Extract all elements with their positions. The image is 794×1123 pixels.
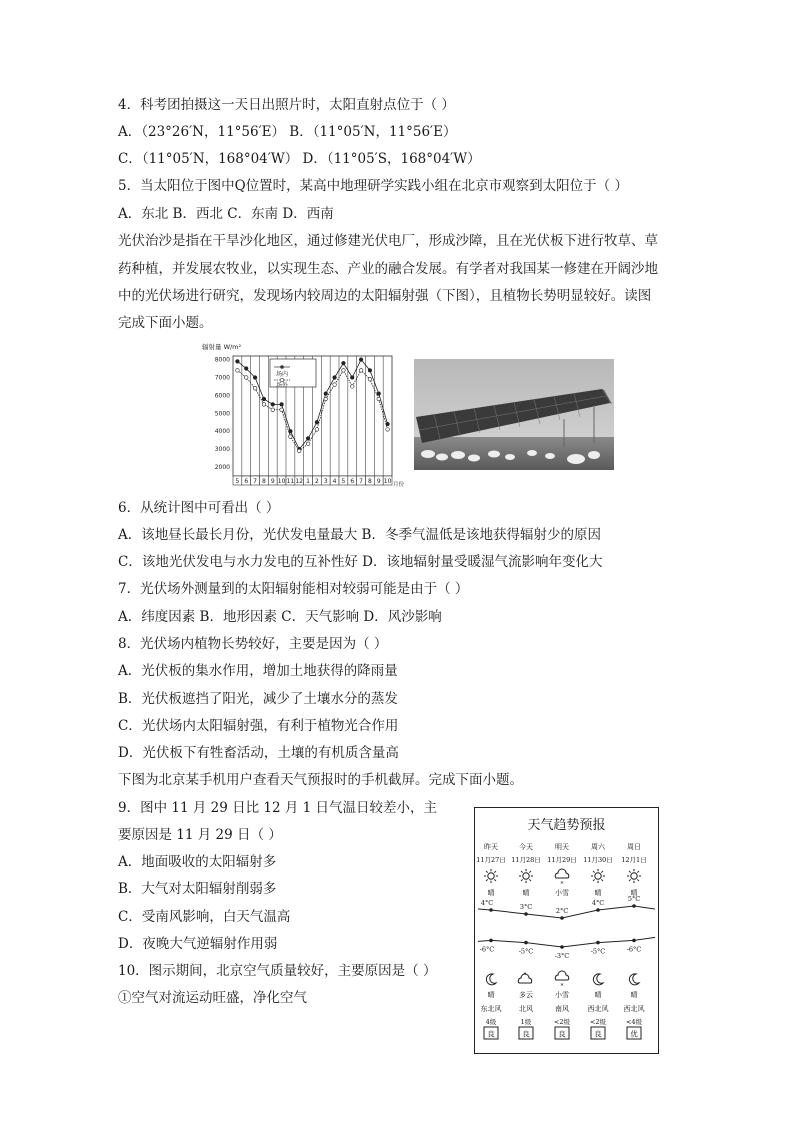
weather-forecast-screenshot (474, 807, 659, 1054)
intro1-line1: 光伏治沙是指在干旱沙化地区，通过修建光伏电厂，形成沙障，且在光伏板下进行牧草、草 (118, 233, 658, 249)
x-tick-label: 12 (295, 478, 304, 485)
x-tick-label: 9 (270, 478, 275, 485)
x-tick-label: 7 (253, 478, 257, 485)
day-label: 昨天 (484, 843, 498, 851)
data-point-outside (333, 383, 337, 387)
y-tick-label: 2000 (214, 464, 230, 472)
wind-direction: 北风 (519, 1005, 533, 1013)
data-point-outside (271, 408, 275, 412)
data-point-inside (324, 392, 328, 396)
q7-options: A．纬度因素 B．地形因素 C．天气影响 D．风沙影响 (118, 609, 442, 625)
wind-level: <2级 (589, 1018, 607, 1026)
night-weather: 晴 (630, 991, 638, 999)
wind-direction: 西北风 (587, 1005, 609, 1013)
wind-direction: 南风 (555, 1005, 569, 1013)
x-tick-label: 7 (359, 478, 363, 485)
night-weather: 小雪 (555, 991, 569, 999)
q8-option-a: A．光伏板的集水作用，增加土地获得的降雨量 (118, 663, 398, 679)
q9-option-c: C．受南风影响，白天气温高 (118, 909, 291, 925)
q8-option-d: D．光伏板下有牲畜活动，土壤的有机质含量高 (118, 745, 399, 761)
aqi-value: 良 (487, 1029, 495, 1039)
q9-option-d: D．夜晚大气逆辐射作用弱 (118, 936, 278, 952)
intro1-line4: 完成下面小题。 (118, 315, 213, 331)
x-tick-label: 4 (332, 478, 337, 485)
day-label: 今天 (519, 843, 533, 851)
x-tick-label: 11 (286, 478, 295, 485)
q8-option-b: B．光伏板遮挡了阳光，减少了土壤水分的蒸发 (118, 691, 398, 707)
data-point-outside (377, 397, 381, 401)
low-temp: -6°C (479, 945, 495, 954)
low-temp: -5°C (590, 947, 606, 956)
x-tick-label: 6 (244, 478, 249, 485)
day-date: 11月29日 (547, 856, 577, 864)
day-label: 周六 (591, 843, 605, 851)
data-point-inside (333, 376, 337, 380)
x-tick-label: 6 (350, 478, 355, 485)
solar-panel-photo (414, 359, 614, 470)
x-tick-label: 8 (262, 478, 266, 485)
day-date: 11月27日 (476, 856, 506, 864)
data-point-inside (350, 376, 354, 380)
low-temp: -5°C (518, 947, 534, 956)
wind-level: 4级 (485, 1018, 497, 1026)
data-point-outside (306, 442, 310, 446)
weather-title: 天气趋势预报 (527, 818, 606, 833)
x-tick-label: 8 (368, 478, 372, 485)
wind-direction: 东北风 (480, 1005, 502, 1013)
q10-option-1: ①空气对流运动旺盛，净化空气 (118, 990, 307, 1006)
q10-stem: 10．图示期间，北京空气质量较好，主要原因是（ ） (118, 963, 437, 979)
q6-options-cd: C．该地光伏发电与水力发电的互补性好 D．该地辐射量受暖湿气流影响年变化大 (118, 554, 603, 570)
radiation-line-chart (200, 340, 405, 490)
q8-option-c: C．光伏场内太阳辐射强，有利于植物光合作用 (118, 718, 399, 734)
q6-stem: 6．从统计图中可看出（ ） (118, 500, 280, 516)
x-tick-label: 10 (277, 478, 286, 485)
data-point-outside (289, 435, 293, 439)
intro2: 下图为北京某手机用户查看天气预报时的手机截屏。完成下面小题。 (118, 772, 523, 788)
x-tick-label: 2 (315, 478, 319, 485)
data-point-outside (342, 369, 346, 373)
data-point-inside (359, 358, 363, 362)
data-point-outside (315, 428, 319, 432)
day-weather: 晴 (487, 889, 495, 897)
svg-text:*: * (560, 983, 564, 990)
data-point-inside (289, 429, 293, 433)
q4-options-ab: A．（23°26′N，11°56′E） B．（11°05′N，11°56′E） (118, 124, 457, 140)
y-tick-label: 5000 (214, 410, 230, 418)
data-point-inside (262, 397, 266, 401)
intro1-line2: 药种植，并发展农牧业，以实现生态、产业的融合发展。有学者对我国某一修建在开阔沙地 (118, 261, 658, 277)
x-tick-label: 9 (376, 478, 381, 485)
day-label: 明天 (555, 843, 569, 851)
chart-ylabel: 辐射量 W/m² (202, 343, 242, 351)
q9-stem-line2: 要原因是 11 月 29 日（ ） (118, 827, 282, 843)
data-point-inside (253, 376, 257, 380)
y-tick-label: 3000 (214, 446, 230, 454)
q5-options: A．东北 B．西北 C．东南 D．西南 (118, 206, 334, 222)
data-point-inside (315, 420, 319, 424)
x-tick-label: 5 (341, 478, 346, 485)
data-point-outside (262, 403, 266, 407)
data-point-inside (306, 437, 310, 441)
night-weather: 晴 (487, 991, 495, 999)
night-weather: 多云 (519, 991, 533, 999)
data-point-outside (324, 397, 328, 401)
aqi-value: 优 (630, 1029, 638, 1039)
data-point-inside (280, 403, 284, 407)
data-point-inside (236, 360, 240, 364)
y-tick-label: 8000 (214, 356, 230, 364)
legend-outside: 场外 (276, 382, 289, 389)
day-weather: 晴 (594, 889, 602, 897)
high-temp: 3°C (519, 903, 533, 911)
q5-stem: 5．当太阳位于图中Q位置时，某高中地理研学实践小组在北京市观察到太阳位于（ ） (118, 178, 628, 194)
data-point-outside (368, 377, 372, 381)
y-tick-label: 7000 (214, 374, 230, 382)
x-tick-label: 10 (383, 478, 392, 485)
q7-stem: 7．光伏场外测量到的太阳辐射能相对较弱可能是由于（ ） (118, 581, 469, 597)
x-tick-label: 1 (306, 478, 310, 485)
data-point-outside (359, 369, 363, 373)
wind-level: 1级 (520, 1018, 532, 1026)
q9-option-a: A．地面吸收的太阳辐射多 (118, 854, 277, 870)
y-tick-label: 6000 (214, 392, 230, 400)
y-tick-label: 4000 (214, 428, 230, 436)
data-point-inside (244, 367, 248, 371)
day-weather: 晴 (630, 889, 638, 897)
wind-level: <2级 (553, 1018, 571, 1026)
q4-stem: 4．科考团拍摄这一天日出照片时，太阳直射点位于（ ） (118, 97, 455, 113)
data-point-inside (271, 403, 275, 407)
legend-inside: 场内 (276, 371, 289, 378)
night-weather: 晴 (594, 991, 602, 999)
low-temp: -6°C (626, 945, 642, 954)
data-point-outside (350, 385, 354, 389)
data-point-inside (368, 369, 372, 373)
day-date: 11月28日 (511, 856, 541, 864)
x-tick-label: 3 (323, 478, 328, 485)
aqi-value: 良 (558, 1029, 566, 1039)
data-point-inside (342, 361, 346, 365)
chart-xlabel: 月份 (393, 482, 405, 488)
data-point-outside (253, 386, 257, 390)
x-tick-label: 5 (235, 478, 240, 485)
high-temp: 5°C (627, 895, 641, 903)
high-temp: 4°C (480, 899, 494, 907)
aqi-value: 良 (522, 1029, 530, 1039)
high-temp: 2°C (555, 907, 569, 915)
q9-option-b: B．大气对太阳辐射削弱多 (118, 881, 277, 897)
q6-options-ab: A．该地昼长最长月份，光伏发电量最大 B．冬季气温低是该地获得辐射少的原因 (118, 527, 601, 543)
day-label: 周日 (627, 843, 641, 851)
day-weather: 晴 (522, 889, 530, 897)
data-point-outside (244, 376, 248, 380)
q9-stem-line1: 9．图中 11 月 29 日比 12 月 1 日气温日较差小，主 (118, 800, 438, 816)
data-point-outside (386, 428, 390, 432)
high-temp: 4°C (591, 899, 605, 907)
data-point-inside (377, 392, 381, 396)
aqi-value: 良 (594, 1029, 602, 1039)
low-temp: -3°C (554, 952, 570, 960)
wind-level: <4级 (625, 1018, 643, 1026)
intro1-line3: 中的光伏场进行研究，发现场内较周边的太阳辐射强（下图），且植物长势明显较好。读图 (118, 288, 652, 304)
day-date: 12月1日 (621, 856, 647, 864)
svg-text:*: * (560, 881, 564, 888)
data-point-outside (236, 369, 240, 373)
chart-legend (270, 359, 316, 389)
q8-stem: 8．光伏场内植物长势较好，主要是因为（ ） (118, 636, 388, 652)
q4-options-cd: C．（11°05′N，168°04′W） D．（11°05′S，168°04′W） (118, 151, 481, 167)
wind-direction: 西北风 (623, 1005, 645, 1013)
data-point-outside (297, 449, 301, 453)
day-weather: 小雪 (555, 889, 569, 897)
day-date: 11月30日 (583, 856, 613, 864)
data-point-outside (280, 408, 284, 412)
